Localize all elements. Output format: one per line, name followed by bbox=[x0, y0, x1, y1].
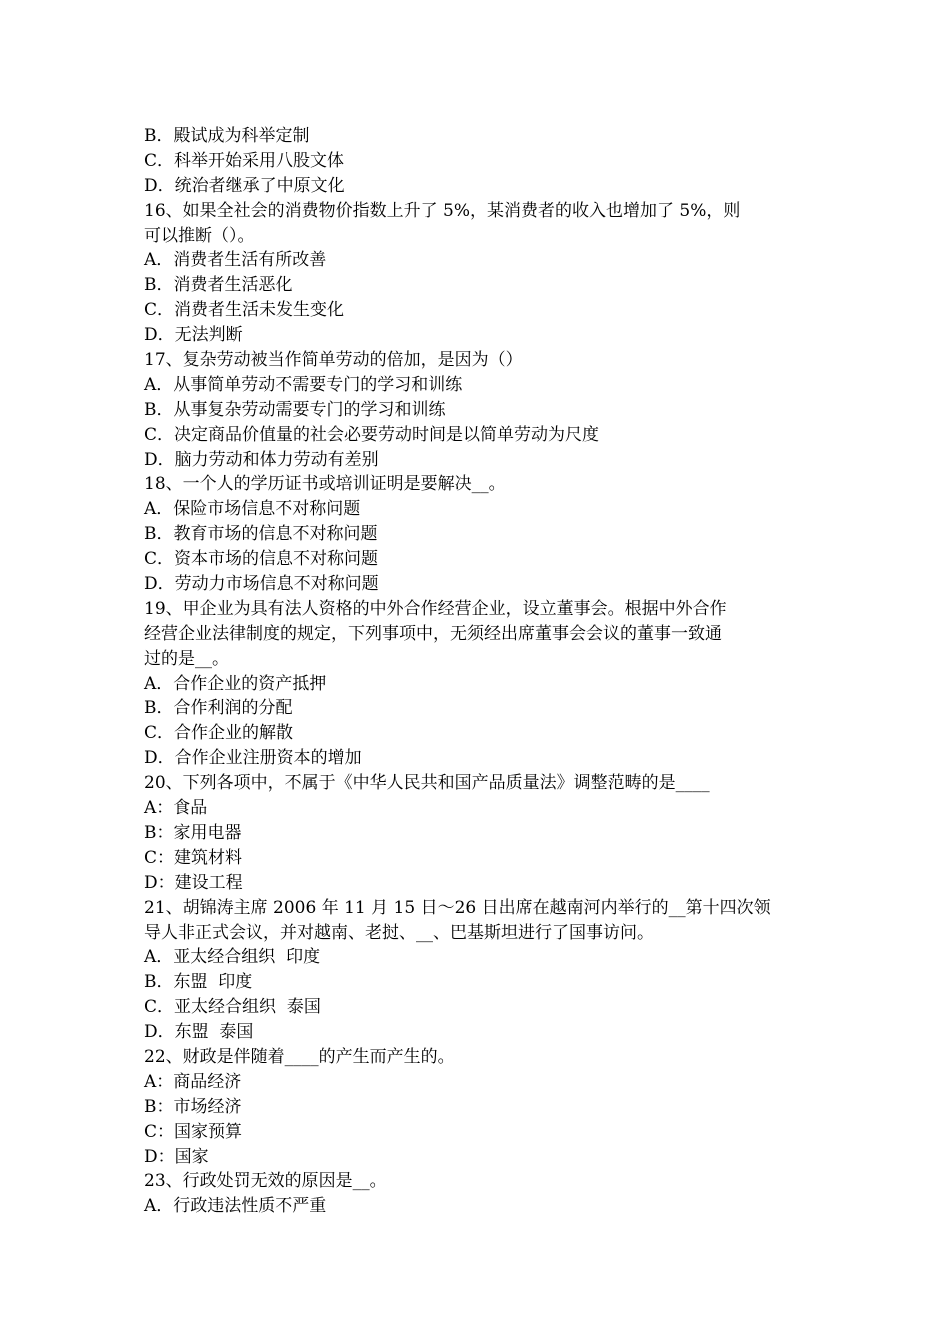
question-line: 18、一个人的学历证书或培训证明是要解决__。 bbox=[144, 474, 506, 495]
option-line: A．行政违法性质不严重 bbox=[144, 1196, 327, 1217]
option-line: C．决定商品价值量的社会必要劳动时间是以简单劳动为尺度 bbox=[144, 424, 600, 445]
option-line: A：商品经济 bbox=[144, 1071, 242, 1092]
option-line: B．教育市场的信息不对称问题 bbox=[144, 524, 378, 545]
question-line: 20、下列各项中，不属于《中华人民共和国产品质量法》调整范畴的是____ bbox=[144, 773, 710, 794]
option-line: D．合作企业注册资本的增加 bbox=[144, 748, 362, 769]
option-line: C．亚太经合组织 泰国 bbox=[144, 997, 321, 1018]
option-line: C．资本市场的信息不对称问题 bbox=[144, 549, 379, 570]
option-line: D．脑力劳动和体力劳动有差别 bbox=[144, 449, 379, 470]
option-line: D．统治者继承了中原文化 bbox=[144, 175, 345, 196]
option-line: D：国家 bbox=[144, 1146, 209, 1167]
option-line: B．殿试成为科举定制 bbox=[144, 126, 310, 146]
question-line: 导人非正式会议，并对越南、老挝、__、巴基斯坦进行了国事访问。 bbox=[144, 922, 654, 943]
option-line: C．合作企业的解散 bbox=[144, 723, 294, 744]
question-line: 经营企业法律制度的规定，下列事项中，无须经出席董事会会议的董事一致通 bbox=[144, 623, 722, 644]
question-line: 19、甲企业为具有法人资格的中外合作经营企业，设立董事会。根据中外合作 bbox=[144, 598, 727, 619]
option-line: C．消费者生活未发生变化 bbox=[144, 300, 345, 321]
question-line: 21、胡锦涛主席 2006 年 11 月 15 日～26 日出席在越南河内举行的__第十四次领 bbox=[144, 897, 771, 918]
option-line: C：建筑材料 bbox=[144, 847, 243, 868]
option-line: B：家用电器 bbox=[144, 822, 242, 843]
option-line: B．消费者生活恶化 bbox=[144, 275, 293, 296]
option-line: A．保险市场信息不对称问题 bbox=[144, 499, 361, 520]
option-line: B：市场经济 bbox=[144, 1096, 242, 1117]
option-line: D．劳动力市场信息不对称问题 bbox=[144, 574, 379, 595]
option-line: A．亚太经合组织 印度 bbox=[144, 947, 321, 968]
question-line: 16、如果全社会的消费物价指数上升了 5%，某消费者的收入也增加了 5%，则 bbox=[144, 200, 741, 221]
option-line: B．从事复杂劳动需要专门的学习和训练 bbox=[144, 399, 446, 420]
question-line: 可以推断（）。 bbox=[144, 225, 255, 246]
option-line: B．东盟 印度 bbox=[144, 972, 253, 993]
option-line: A．消费者生活有所改善 bbox=[144, 250, 327, 271]
option-line: A：食品 bbox=[144, 798, 208, 819]
question-line: 22、财政是伴随着____的产生而产生的。 bbox=[144, 1046, 455, 1067]
question-line: 17、复杂劳动被当作简单劳动的倍加，是因为（） bbox=[144, 350, 523, 371]
option-line: D：建设工程 bbox=[144, 872, 243, 893]
option-line: A．从事简单劳动不需要专门的学习和训练 bbox=[144, 374, 463, 395]
option-line: D．东盟 泰国 bbox=[144, 1022, 254, 1043]
question-line: 过的是__。 bbox=[144, 648, 229, 669]
option-line: C．科举开始采用八股文体 bbox=[144, 150, 345, 171]
document-body bbox=[144, 124, 810, 1219]
option-line: B．合作利润的分配 bbox=[144, 698, 293, 719]
question-line: 23、行政处罚无效的原因是__。 bbox=[144, 1171, 387, 1192]
option-line: C：国家预算 bbox=[144, 1121, 243, 1142]
option-line: D．无法判断 bbox=[144, 325, 243, 346]
option-line: A．合作企业的资产抵押 bbox=[144, 673, 327, 694]
